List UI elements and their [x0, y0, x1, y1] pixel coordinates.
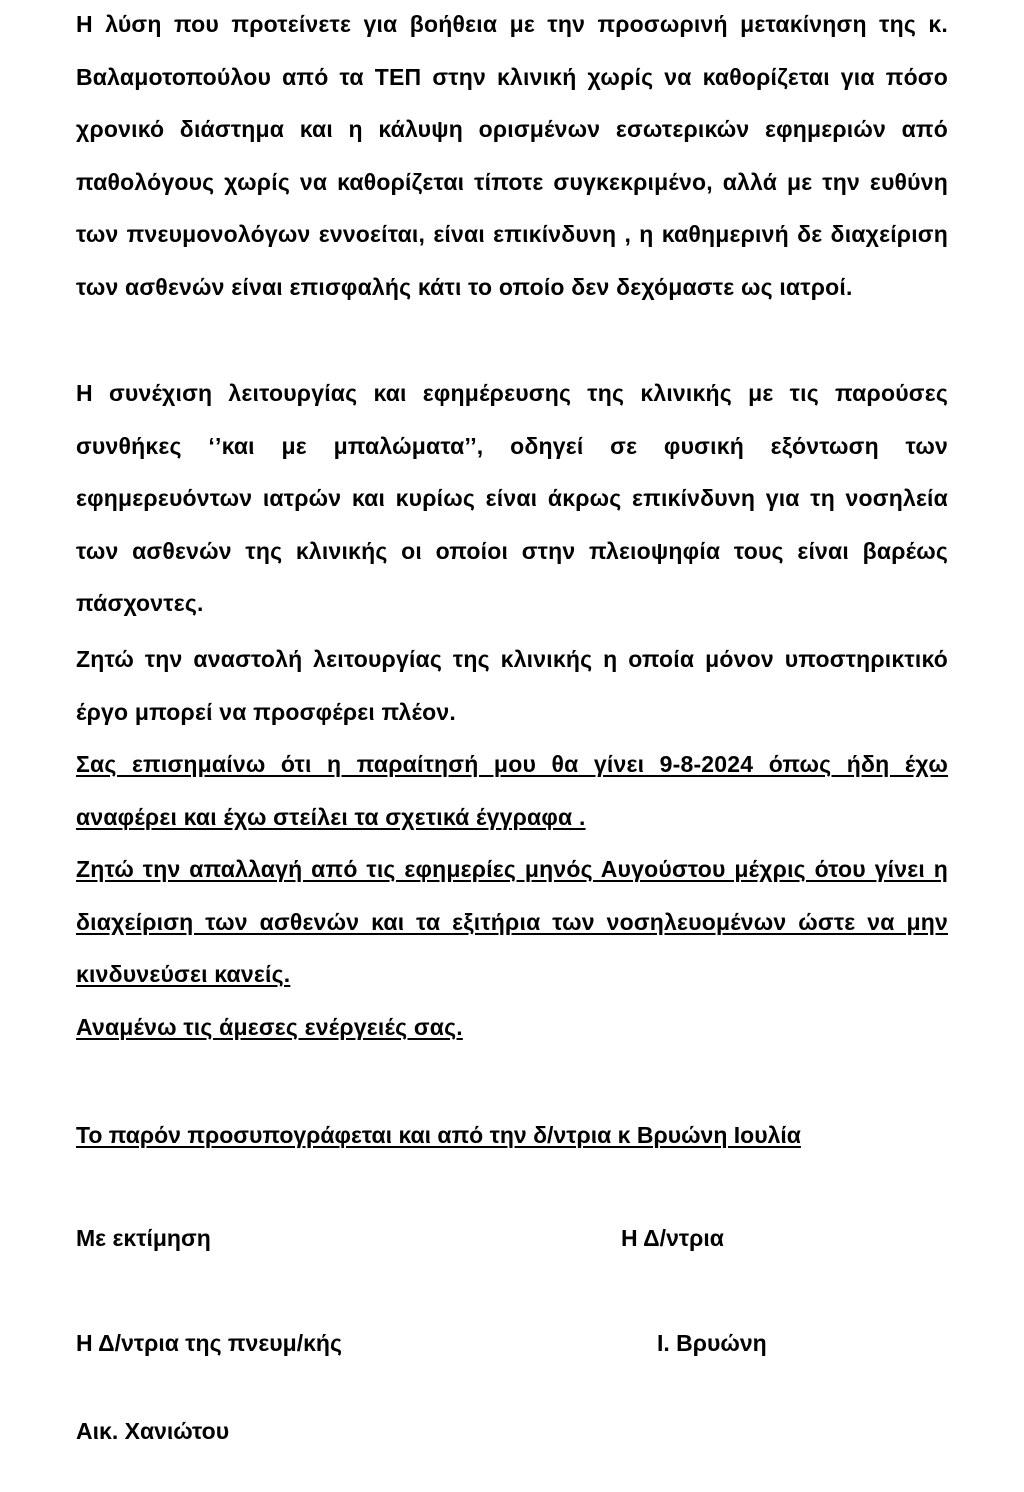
paragraph-suspension-request: Ζητώ την αναστολή λειτουργίας της κλινικής η οποία μόνον υποστηρικτικό έργο μπορεί να προσφέρει πλέον.	[76, 646, 948, 725]
paragraph-solution-risk: Η λύση που προτείνετε για βοήθεια με την προσωρινή μετακίνηση της κ. Βαλαμοτοπούλου από τα ΤΕΠ στην κλινική χωρίς να καθορίζεται για πόσο χρονικό διάστημα και η κάλυψη ορισμένων εσωτερικών εφημεριών από παθολόγους χωρίς να καθορίζεται τίποτε συγκεκριμένο, αλλά με την ευθύνη των πνευμονολόγων εννοείται, είναι επικίνδυνη , η καθημερινή δε διαχείριση των ασθενών είναι επισφαλής κάτι το οποίο δεν δεχόμαστε ως ιατροί.	[76, 11, 948, 300]
signature-left-name: Αικ. Χανιώτου	[76, 1418, 230, 1444]
signature-right-name: Ι. Βρυώνη	[657, 1330, 767, 1356]
signature-right-title: Η Δ/ντρια	[621, 1225, 724, 1251]
paragraph-resignation-notice: Σας επισημαίνω ότι η παραίτησή μου θα γίνει 9-8-2024 όπως ήδη έχω αναφέρει και έχω στείλει τα σχετικά έγγραφα .	[76, 751, 948, 830]
paragraph-awaiting-actions: Αναμένω τις άμεσες ενέργειές σας.	[76, 1014, 463, 1040]
paragraph-duty-exemption: Ζητώ την απαλλαγή από τις εφημερίες μηνός Αυγούστου μέχρις ότου γίνει η διαχείριση των ασθενών και τα εξιτήρια των νοσηλευομένων ώστε να μην κινδυνεύσει κανείς.	[76, 856, 948, 987]
signature-left-title: Η Δ/ντρια της πνευμ/κής	[76, 1330, 342, 1356]
paragraph-clinic-conditions: Η συνέχιση λειτουργίας και εφημέρευσης της κλινικής με τις παρούσες συνθήκες ‘’και με μπαλώματα’’, οδηγεί σε φυσική εξόντωση των εφημερευόντων ιατρών και κυρίως είναι άκρως επικίνδυνη για τη νοσηλεία των ασθενών της κλινικής οι οποίοι στην πλειοψηφία τους είναι βαρέως πάσχοντες.	[76, 380, 948, 616]
cosign-statement: Το παρόν προσυπογράφεται και από την δ/ντρια κ Βρυώνη Ιουλία	[76, 1122, 801, 1148]
signature-closing: Με εκτίμηση	[76, 1225, 211, 1251]
